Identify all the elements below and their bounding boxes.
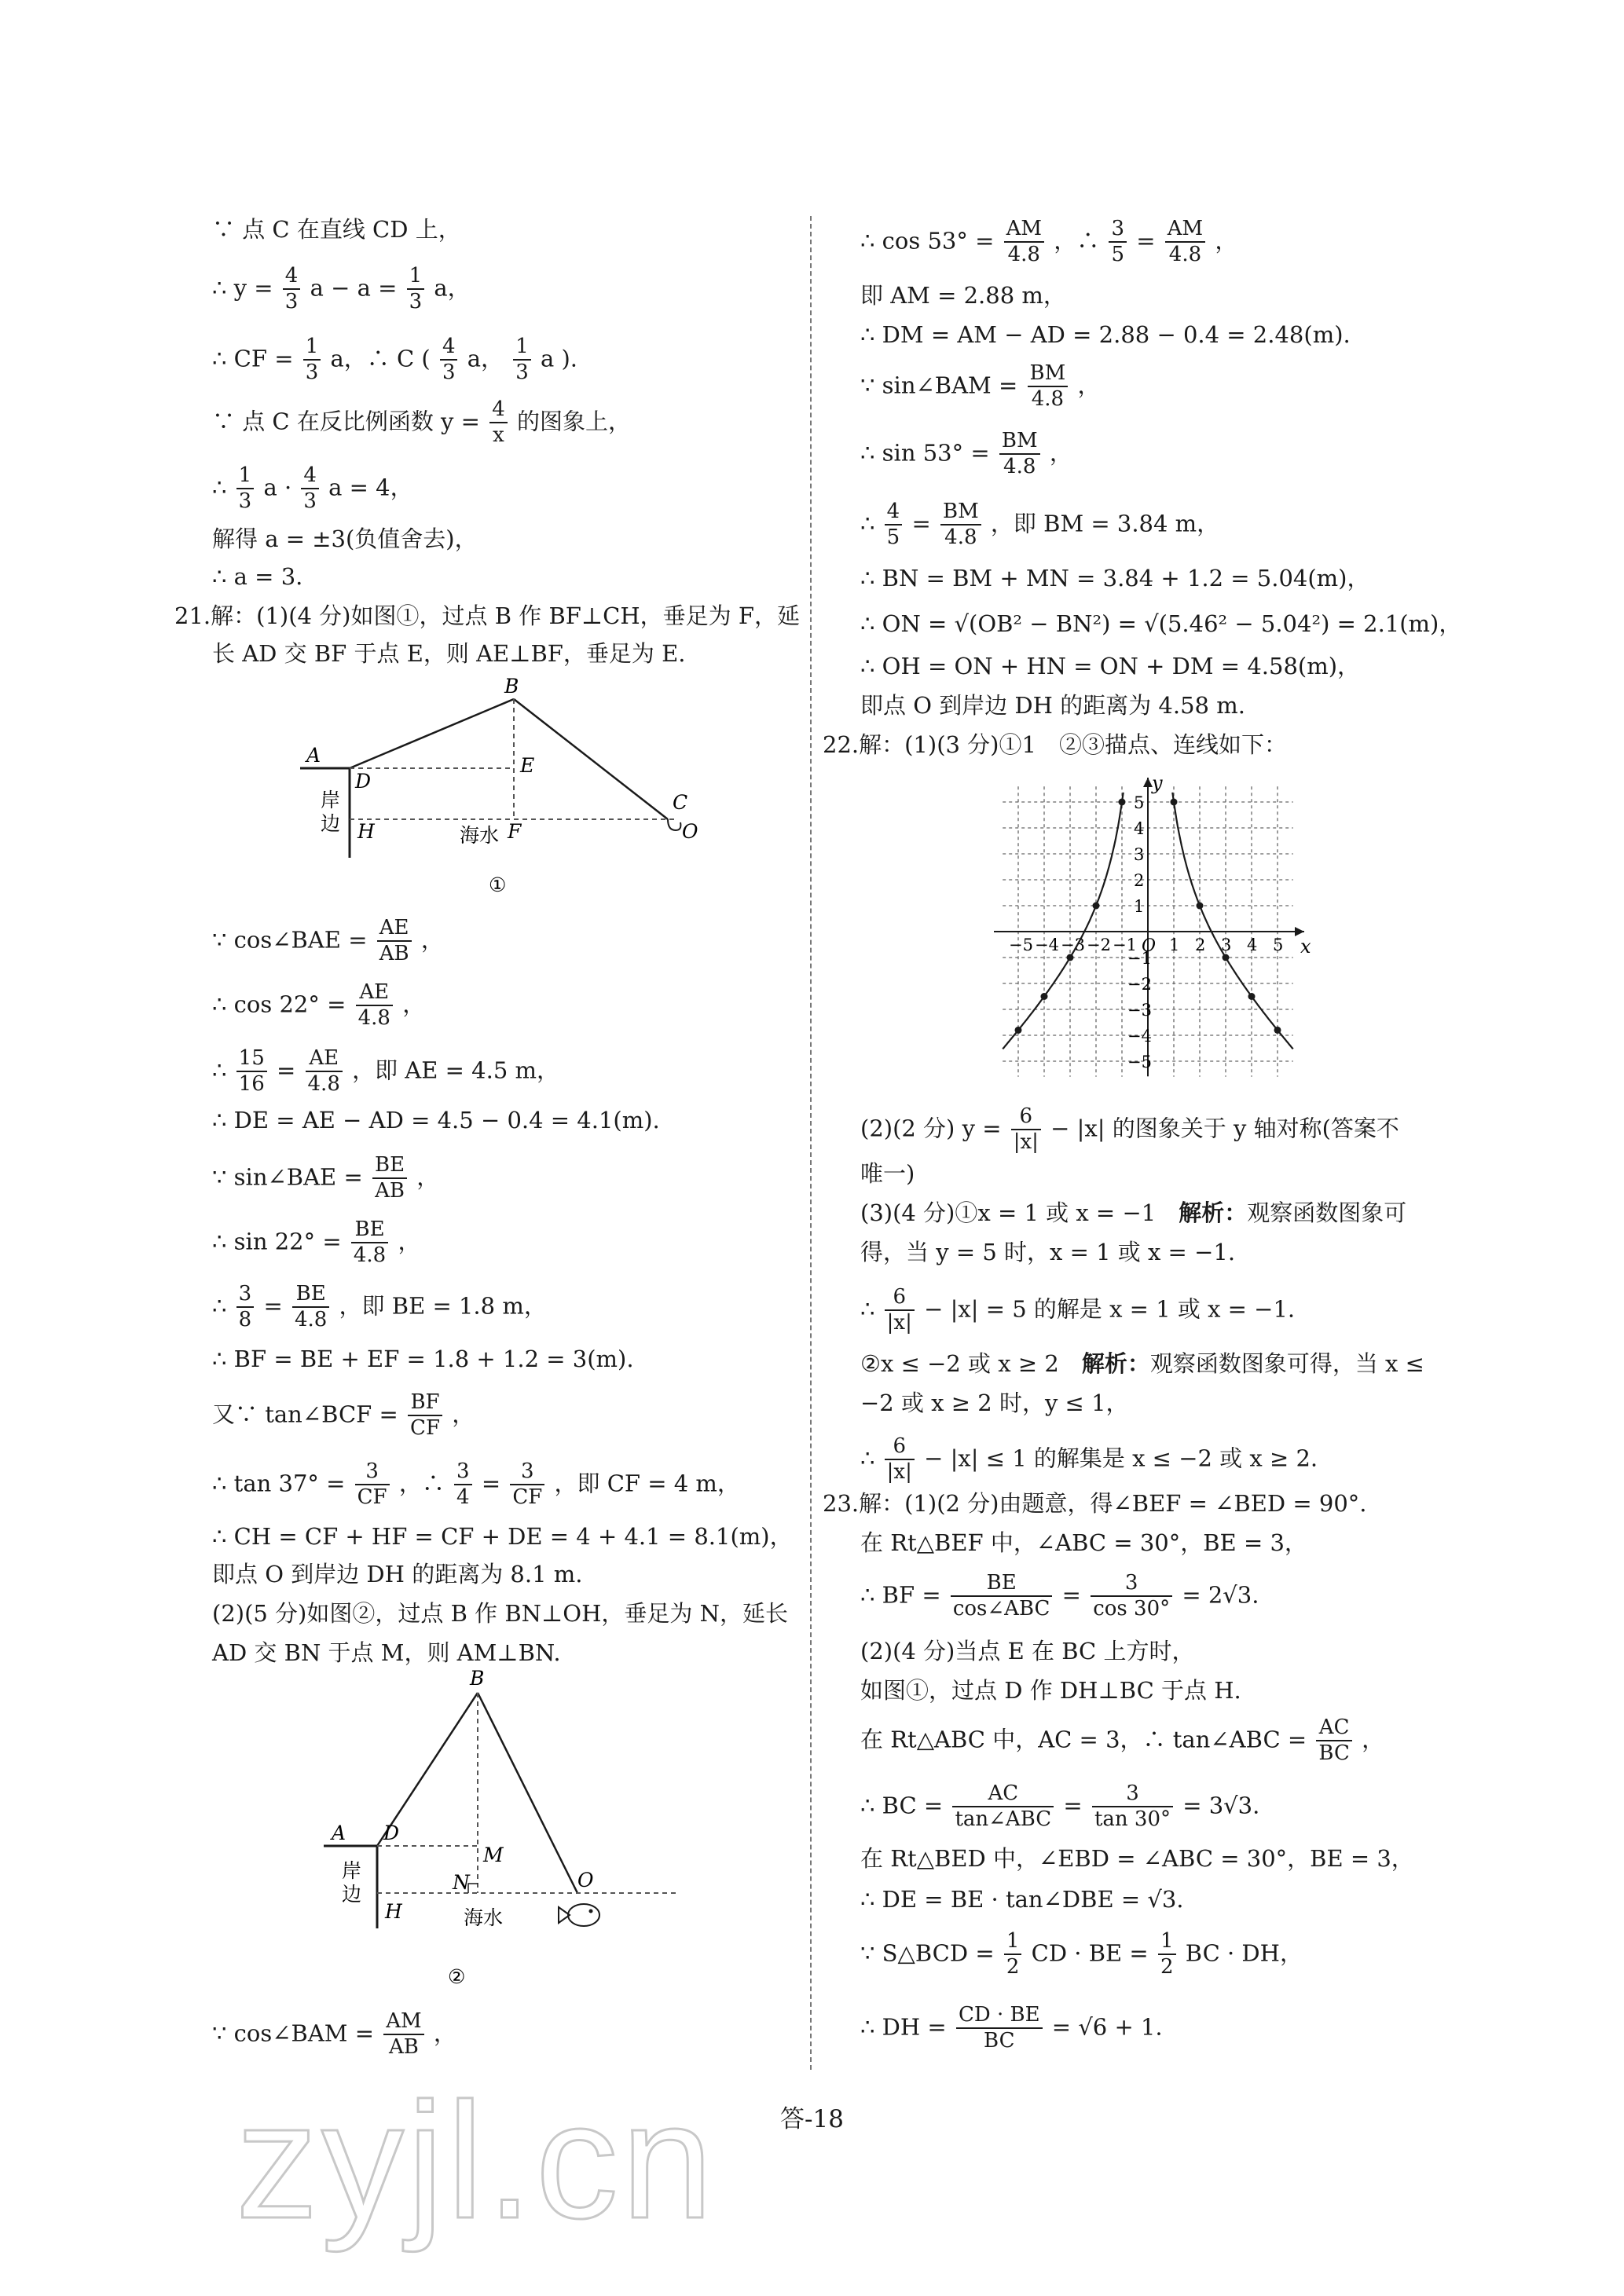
text-line: 如图①，过点 D 作 DH⊥BC 于点 H. <box>860 1677 1241 1704</box>
y-tick-label: −2 <box>1127 975 1152 994</box>
fraction: $\frac{1}{3}$ <box>513 336 531 384</box>
equation-line: ∴ BF = BE cos∠ABC = $\frac{3}{\cos 30^\circ}$ = 2√3. <box>860 1571 1259 1621</box>
x-tick-label: 5 <box>1273 936 1284 954</box>
curve-left <box>1003 793 1124 1049</box>
equation-line: ∴ CF = $\frac{1}{3}$ a，∴ C ( $\frac{4}{3}$ a， $\frac{1}{3}$ a ). <box>212 335 578 385</box>
fraction: $\frac{BE}{4.8}$ <box>351 1219 388 1267</box>
label-D: D <box>383 1822 400 1844</box>
text: ∴ y = <box>212 274 273 302</box>
fraction: $\frac{3}{CF}$ <box>355 1461 390 1509</box>
fraction: $\frac{AM}{4.8}$ <box>1004 218 1044 266</box>
label-sea: 海水 <box>464 1906 504 1929</box>
text-line: ∴ DE = AE − AD = 4.5 − 0.4 = 4.1(m). <box>212 1107 660 1133</box>
figure-caption: ② <box>448 1965 466 1988</box>
fraction: $\frac{1}{2}$ <box>1158 1931 1176 1979</box>
fraction: $\frac{3}{5}$ <box>1109 218 1127 266</box>
equation-line: ∵ cos∠BAE = $\frac{AE}{AB}$ ， <box>212 916 444 966</box>
y-tick-label: −1 <box>1127 949 1152 968</box>
fraction: $\frac{AM}{4.8}$ <box>1165 218 1205 266</box>
plotted-point <box>1041 993 1048 1000</box>
equation-line: (2)(2 分) y = $\frac{6}{|x|}$ − |x| 的图象关于 y 轴对称(答案不 <box>860 1104 1399 1155</box>
text-line: ∴ BF = BE + EF = 1.8 + 1.2 = 3(m). <box>212 1346 634 1372</box>
text-line: ∴ CH = CF + HF = CF + DE = 4 + 4.1 = 8.1(m)， <box>212 1523 793 1550</box>
text: a − a = <box>310 274 398 302</box>
text-line: (3)(4 分)①x = 1 或 x = −1 解析：观察函数图象可 <box>860 1199 1407 1226</box>
x-tick-label: 1 <box>1169 936 1180 954</box>
fraction: $\frac{4}{x}$ <box>489 399 508 447</box>
equation-line: ∵ sin∠BAE = $\frac{BE}{AB}$ ， <box>212 1153 440 1203</box>
equation-line: ∴ cos 53° = $\frac{AM}{4.8}$ ，∴ $\frac{3}{5}$ = $\frac{AM}{4.8}$ ， <box>860 217 1238 267</box>
fraction: $\frac{CD \cdot BE}{BC}$ <box>956 2005 1043 2052</box>
label-H: H <box>357 820 375 843</box>
label-shore2: 边 <box>321 812 341 835</box>
fraction: $\frac{BF}{CF}$ <box>408 1392 442 1440</box>
y-tick-label: 2 <box>1134 871 1145 890</box>
label-B: B <box>470 1667 485 1690</box>
fraction: $\frac{3}{CF}$ <box>510 1461 544 1509</box>
question-22-line: 22.解：(1)(3 分)①1 ②③描点、连线如下： <box>823 731 1287 758</box>
curve-right <box>1172 793 1293 1049</box>
y-tick-label: 1 <box>1134 897 1145 916</box>
label-shore2: 边 <box>342 1883 362 1906</box>
x-tick-label: 2 <box>1195 936 1206 954</box>
plotted-point <box>1093 903 1100 910</box>
text-line: 即 AM = 2.88 m， <box>860 282 1066 309</box>
fraction: AC tan∠ABC <box>952 1783 1054 1831</box>
fraction: $\frac{6}{|x|}$ <box>885 1287 915 1335</box>
column-divider <box>810 216 812 2070</box>
plotted-point <box>1248 993 1256 1000</box>
text-line: ∴ OH = ON + HN = ON + DM = 4.58(m)， <box>860 653 1361 679</box>
text-line: ∴ BN = BM + MN = 3.84 + 1.2 = 5.04(m)， <box>860 565 1370 591</box>
equation-line: ∴ sin 53° = $\frac{BM}{4.8}$ ， <box>860 429 1072 479</box>
plotted-point <box>1015 1027 1022 1034</box>
label-O: O <box>577 1869 594 1891</box>
equation-line: ∴ sin 22° = $\frac{BE}{4.8}$ ， <box>212 1218 421 1268</box>
text-line: ∴ a = 3. <box>212 563 303 590</box>
x-tick-label: −2 <box>1087 936 1111 954</box>
fraction: $\frac{AC}{BC}$ <box>1316 1717 1351 1765</box>
equation-line: ∴ $\frac{1}{3}$ a · $\frac{4}{3}$ a = 4， <box>212 463 413 514</box>
plotted-point <box>1197 903 1204 910</box>
plotted-point <box>1223 954 1230 961</box>
fraction: $\frac{3}{\tan 30^\circ}$ <box>1092 1783 1173 1831</box>
fraction: $\frac{1}{3}$ <box>407 265 425 313</box>
text-line: 长 AD 交 BF 于点 E，则 AE⊥BF，垂足为 E. <box>212 640 686 667</box>
text-line: 即点 O 到岸边 DH 的距离为 8.1 m. <box>212 1561 583 1587</box>
question-21-line: 21.解：(1)(4 分)如图①，过点 B 作 BF⊥CH，垂足为 F，延 <box>174 602 800 629</box>
text-line: 即点 O 到岸边 DH 的距离为 4.58 m. <box>860 692 1245 719</box>
text: a， <box>434 274 471 302</box>
equation-line: 又∵ tan∠BCF = $\frac{BF}{CF}$ ， <box>212 1390 475 1441</box>
label-E: E <box>520 754 535 777</box>
label-M: M <box>483 1844 504 1866</box>
fraction: $\frac{AE}{4.8}$ <box>356 982 393 1030</box>
y-tick-label: 3 <box>1134 845 1145 864</box>
equation-line: ∴ tan 37° = $\frac{3}{CF}$ ，∴ $\frac{3}{4}$ = $\frac{3}{CF}$ ，即 CF = 4 m， <box>212 1459 740 1510</box>
equation-line <box>212 265 471 313</box>
plotted-point <box>1119 799 1126 806</box>
label-sea: 海水 <box>460 824 500 847</box>
equation-line: 在 Rt△ABC 中，AC = 3，∴ tan∠ABC = $\frac{AC}{BC}$ ， <box>860 1716 1385 1766</box>
fraction: $\frac{6}{|x|}$ <box>1011 1106 1041 1154</box>
question-23-line: 23.解：(1)(2 分)由题意，得∠BEF = ∠BED = 90°. <box>823 1490 1367 1517</box>
fraction: $\frac{AM}{AB}$ <box>383 2011 423 2059</box>
text-line: AD 交 BN 于点 M，则 AM⊥BN. <box>212 1639 561 1666</box>
fraction: $\frac{BM}{4.8}$ <box>940 501 981 549</box>
fraction: $\frac{3}{8}$ <box>236 1283 255 1331</box>
fraction: $\frac{BE}{AB}$ <box>372 1155 407 1203</box>
text-line: −2 或 x ≥ 2 时，y ≤ 1， <box>860 1390 1129 1416</box>
page-number: 答-18 <box>780 2105 844 2133</box>
text-line: (2)(5 分)如图②，过点 B 作 BN⊥OH，垂足为 N，延长 <box>212 1600 788 1627</box>
equation-line: ∴ $\frac{6}{|x|}$ − |x| ≤ 1 的解集是 x ≤ −2 或 x ≥ 2. <box>860 1434 1318 1485</box>
text-line: 在 Rt△BEF 中，∠ABC = 30°，BE = 3， <box>860 1529 1307 1556</box>
fraction: $\frac{BM}{4.8}$ <box>999 430 1040 478</box>
text-line: ∴ DM = AM − AD = 2.88 − 0.4 = 2.48(m). <box>860 321 1351 348</box>
x-tick-label: −1 <box>1113 936 1137 954</box>
equation-line: ∴ $\frac{4}{5}$ = $\frac{BM}{4.8}$ ，即 BM = 3.84 m， <box>860 500 1220 550</box>
fraction: $\frac{1}{3}$ <box>303 336 321 384</box>
fraction: $\frac{6}{|x|}$ <box>885 1436 915 1484</box>
plotted-point <box>1274 1027 1281 1034</box>
equation-line: ∴ DH = $\frac{CD \cdot BE}{BC}$ = √6 + 1. <box>860 2003 1163 2053</box>
label-B: B <box>504 676 519 698</box>
fraction: $\frac{15}{16}$ <box>236 1048 267 1096</box>
text-line: 唯一) <box>860 1160 915 1187</box>
figure-2 <box>314 1665 684 1995</box>
label-A: A <box>332 1822 346 1844</box>
y-tick-label: −5 <box>1127 1053 1152 1071</box>
label-F: F <box>508 820 522 843</box>
label-N: N <box>453 1871 470 1894</box>
fraction: $\frac{4}{3}$ <box>301 465 319 513</box>
fish-icon <box>568 1904 599 1926</box>
label-H: H <box>385 1900 402 1923</box>
equation-line: ∴ BC = AC tan∠ABC = $\frac{3}{\tan 30^\circ}$ = 3√3. <box>860 1782 1260 1832</box>
equation-line: ∴ $\frac{6}{|x|}$ − |x| = 5 的解是 x = 1 或 x = −1. <box>860 1285 1296 1335</box>
fraction: $\frac{4}{3}$ <box>283 265 301 313</box>
y-tick-label: 5 <box>1134 793 1145 812</box>
plotted-point <box>1067 954 1074 961</box>
equation-line: ∵ 点 C 在反比例函数 y = $\frac{4}{x}$ 的图象上， <box>212 397 631 448</box>
text-line: ∵ 点 C 在直线 CD 上， <box>212 216 461 243</box>
watermark: zyjl.cn <box>236 2068 717 2253</box>
text-line: 得，当 y = 5 时，x = 1 或 x = −1. <box>860 1239 1236 1265</box>
figure-1 <box>291 676 715 903</box>
text-line: (2)(4 分)当点 E 在 BC 上方时， <box>860 1638 1195 1664</box>
label-shore1: 岸 <box>321 789 341 811</box>
fraction: BE cos∠ABC <box>951 1573 1053 1620</box>
text-line: ∴ ON = √(OB² − BN²) = √(5.46² − 5.04²) = 2.1(m)， <box>860 610 1462 637</box>
fraction: $\frac{4}{5}$ <box>885 501 903 549</box>
y-tick-label: −4 <box>1127 1027 1152 1045</box>
fraction: $\frac{BE}{4.8}$ <box>292 1283 329 1331</box>
function-graph <box>990 774 1320 1088</box>
fraction: $\frac{1}{3}$ <box>236 465 255 513</box>
x-tick-label: −5 <box>1009 936 1033 954</box>
plotted-point <box>1171 799 1178 806</box>
x-tick-label: −3 <box>1061 936 1085 954</box>
text-line: ②x ≤ −2 或 x ≥ 2 解析：观察函数图象可得，当 x ≤ <box>860 1350 1424 1377</box>
text-line: 在 Rt△BED 中，∠EBD = ∠ABC = 30°，BE = 3， <box>860 1845 1414 1872</box>
equation-line: ∴ $\frac{3}{8}$ = $\frac{BE}{4.8}$ ，即 BE = 1.8 m， <box>212 1282 547 1332</box>
fraction: $\frac{1}{2}$ <box>1004 1931 1022 1979</box>
text-line: 解得 a = ±3(负值舍去)， <box>212 525 478 552</box>
label-C: C <box>673 791 688 814</box>
y-axis-label: y <box>1152 774 1163 794</box>
fraction: $\frac{AE}{AB}$ <box>377 917 412 965</box>
origin-label: O <box>1142 936 1157 956</box>
x-tick-label: −4 <box>1035 936 1059 954</box>
label-D: D <box>355 770 372 793</box>
equation-line: ∵ sin∠BAM = $\frac{BM}{4.8}$ ， <box>860 361 1101 412</box>
x-tick-label: 3 <box>1221 936 1232 954</box>
label-O: O <box>682 820 698 843</box>
y-tick-label: 4 <box>1134 819 1145 838</box>
fraction: $\frac{3}{\cos 30^\circ}$ <box>1091 1573 1172 1620</box>
fraction: $\frac{AE}{4.8}$ <box>306 1048 343 1096</box>
fraction: $\frac{4}{3}$ <box>440 336 458 384</box>
equation-line: ∴ cos 22° = $\frac{AE}{4.8}$ ， <box>212 980 426 1031</box>
x-axis-label: x <box>1300 936 1311 958</box>
x-tick-label: 4 <box>1247 936 1258 954</box>
label-shore1: 岸 <box>342 1859 362 1882</box>
equation-line: ∵ S△BCD = $\frac{1}{2}$ CD · BE = $\frac{1}{2}$ BC · DH， <box>860 1929 1303 1979</box>
label-A: A <box>306 744 321 767</box>
text-line: ∴ DE = BE · tan∠DBE = √3. <box>860 1886 1184 1913</box>
y-tick-label: −3 <box>1127 1001 1152 1020</box>
fraction: $\frac{3}{4}$ <box>454 1461 472 1509</box>
figure-caption: ① <box>489 873 507 896</box>
equation-line: ∵ cos∠BAM = $\frac{AM}{AB}$ ， <box>212 2009 456 2060</box>
fraction: $\frac{BM}{4.8}$ <box>1028 363 1069 411</box>
equation-line: ∴ $\frac{15}{16}$ = $\frac{AE}{4.8}$ ，即 AE = 4.5 m， <box>212 1046 559 1097</box>
